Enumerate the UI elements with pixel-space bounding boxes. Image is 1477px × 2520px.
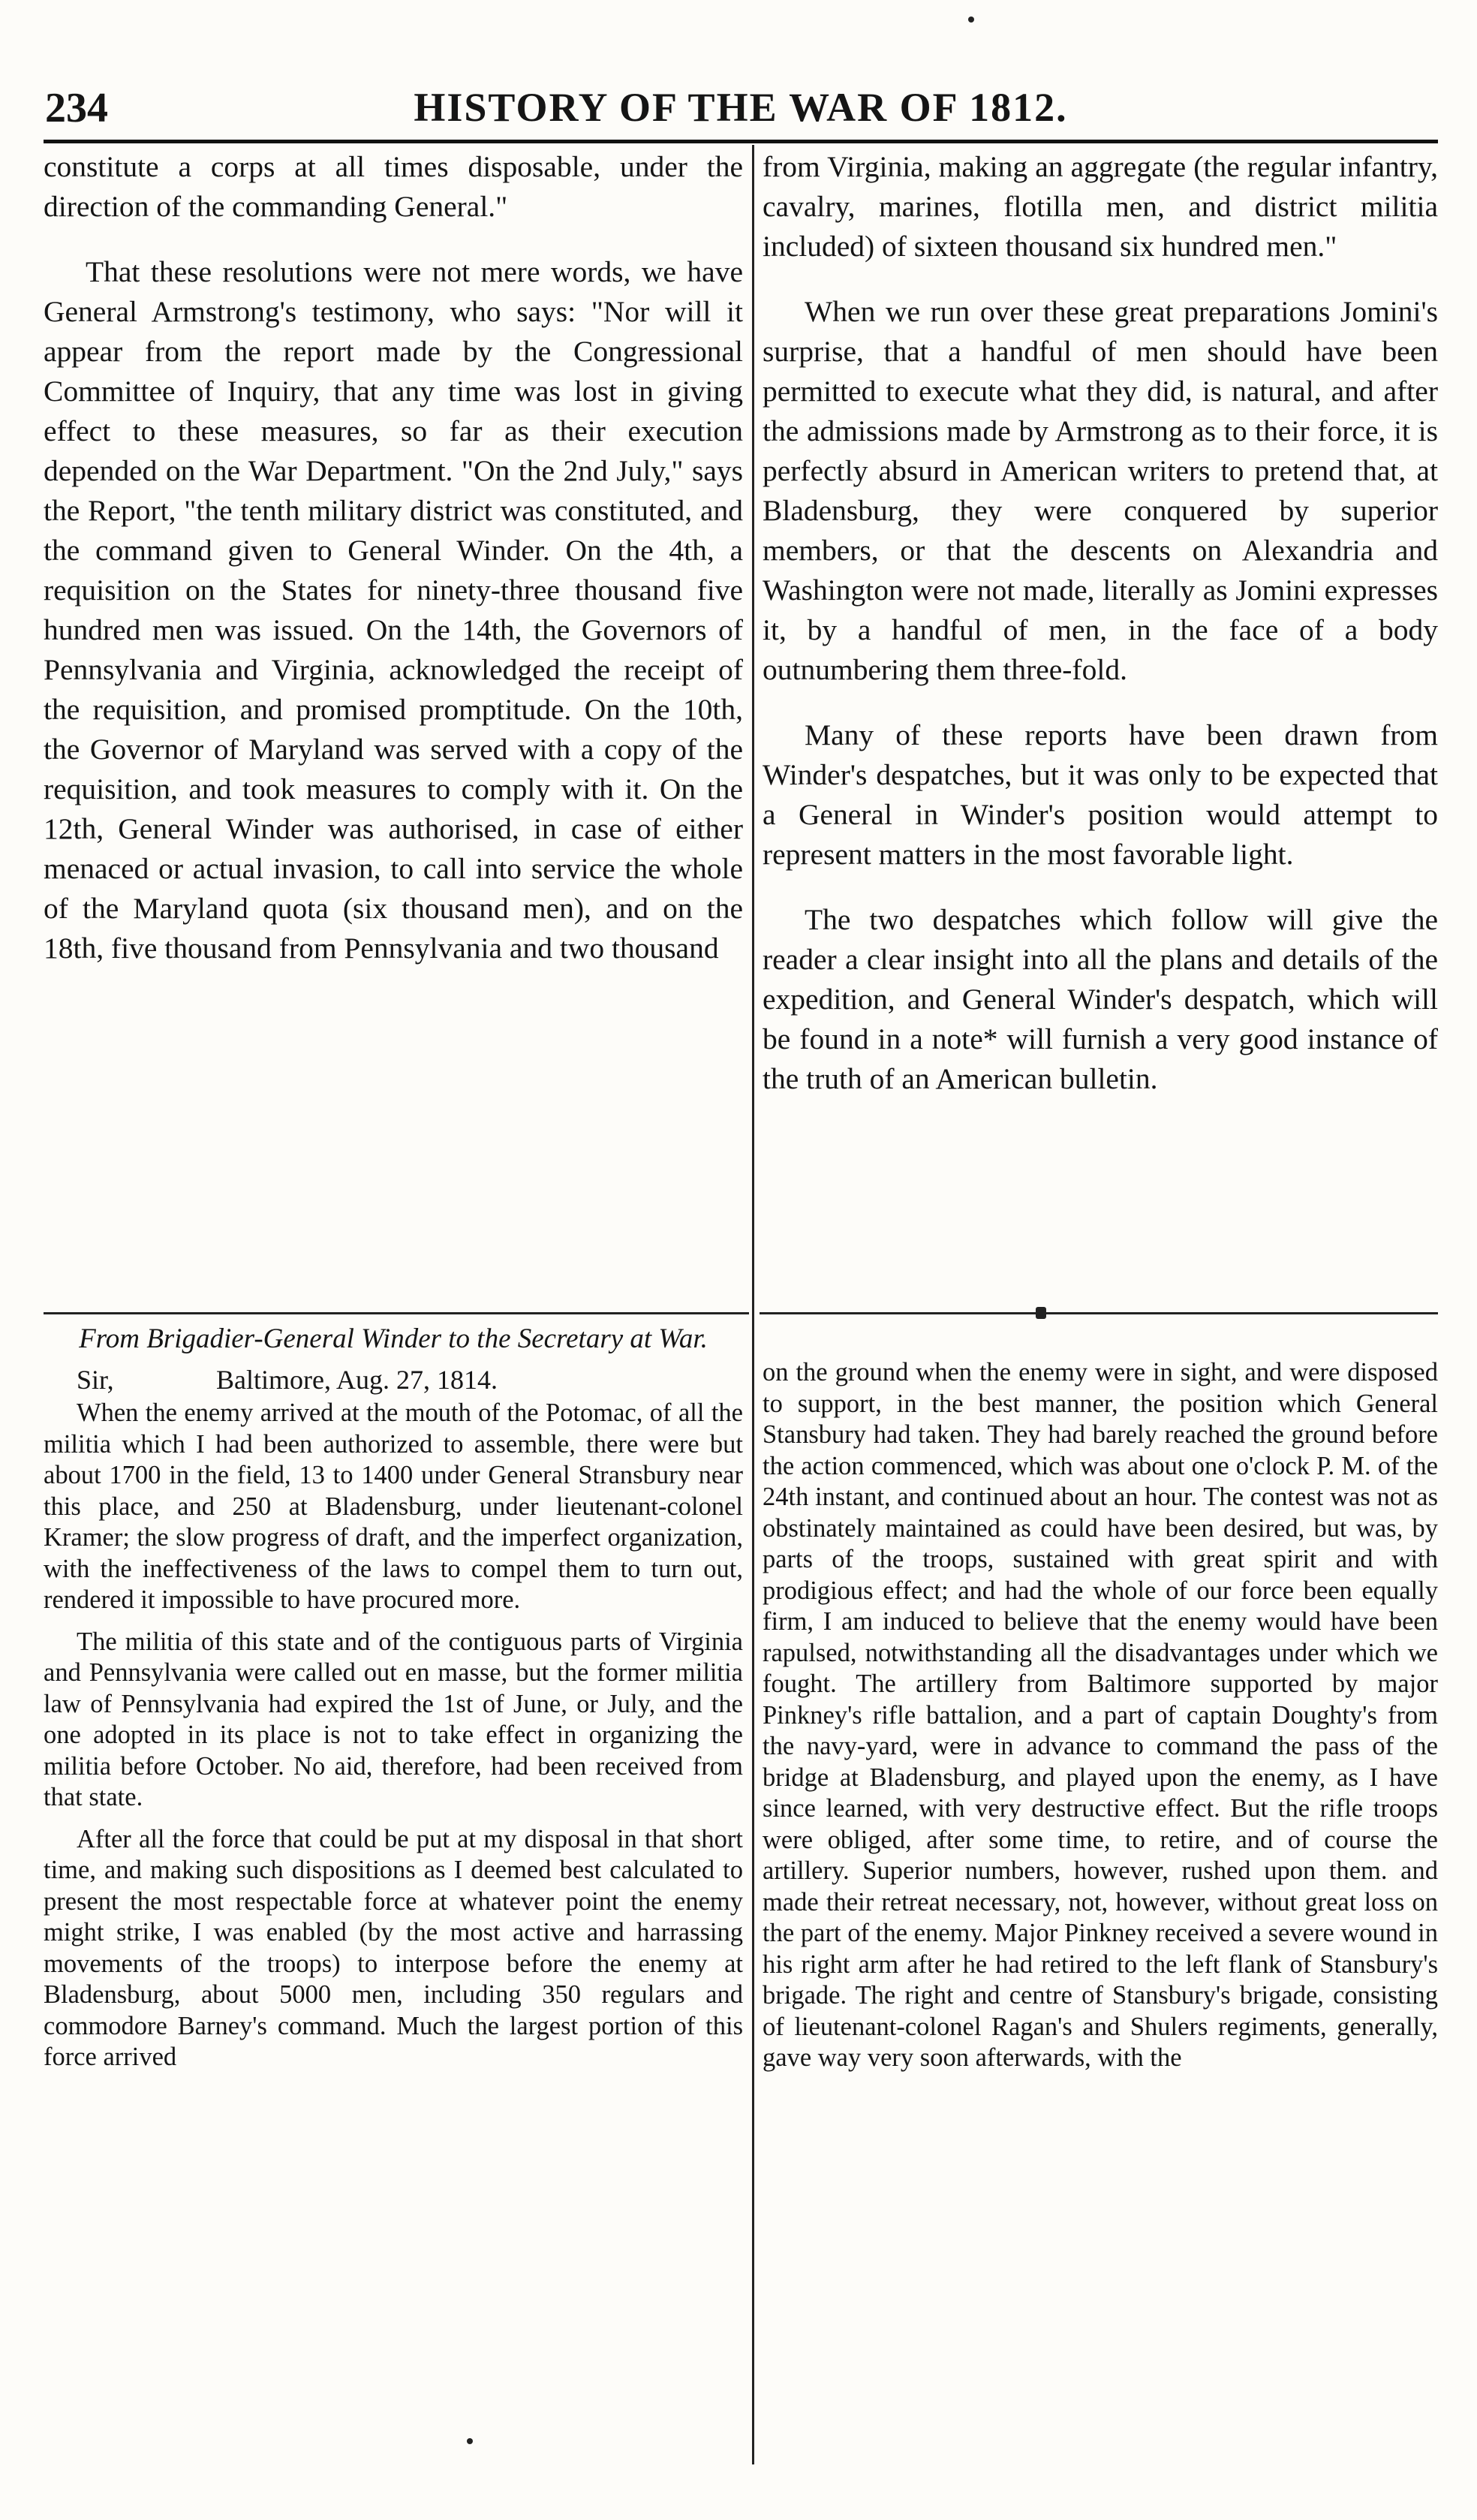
paragraph: on the ground when the enemy were in sight, and were disposed to support, in the best manner, the position which General Stansbury had taken. They had barely reached the ground before the action commenced, which was about one o'clock P. M. of the 24th instant, and continued about an hour. The contest was not as obstinately maintained as could have been desired, but was, by parts of the troops, sustained with great spirit and with prodigious effect; and had the whole of our force been equally firm, I am induced to believe that the enemy would have been rapulsed, notwithstanding all the disadvantages under which we fought. The artillery from Baltimore supported by major Pinkney's rifle battalion, and a part of captain Doughty's from the navy-yard, were in advance to command the pass of the bridge at Bladensburg, and played upon the enemy, as I have since learned, with very destructive effect. But the rifle troops were obliged, after some time, to retire, and of course the artillery. Superior numbers, however, rushed upon them. and made their retreat necessary, not, however, without great loss on the part of the enemy. Major Pinkney received a severe wound in his right arm after he had retired to the left flank of Stansbury's brigade. The right and centre of Stansbury's brigade, consisting of lieutenant-colonel Ragan's and Shulers regiments, generally, gave way very soon afterwards, with the (763, 1358, 1438, 2072)
running-title: HISTORY OF THE WAR OF 1812. (414, 85, 1068, 130)
letter-right-column (763, 1357, 1438, 2446)
page-number: 234 (45, 85, 108, 131)
paragraph: The two despatches which follow will give the reader a clear insight into all the plans and details of the expedition, and General Winder's despatch, which will be found in a note* will furnish a very good instance of the truth of an American bulletin. (763, 903, 1438, 1095)
letter-left-column (44, 1323, 743, 2441)
paragraph: When we run over these great preparations Jomini's surprise, that a handful of men should have been permitted to execute what they did, is natural, and after the admissions made by Armstrong as to their force, it is perfectly absurd in American writers to pretend that, at Bladensburg, they were conquered by superior members, or that the descents on Alexandria and Washington were not made, literally as Jomini expresses it, by a handful of men, in the face of a body outnumbering them three-fold. (763, 295, 1438, 686)
top-speck (968, 17, 974, 23)
header-rule (44, 140, 1438, 143)
section-rule-left (44, 1312, 749, 1314)
letter-date: Baltimore, Aug. 27, 1814. (216, 1365, 498, 1395)
paragraph: constitute a corps at all times disposable, under the direction of the commanding General." (44, 150, 743, 223)
right-column-upper (763, 147, 1438, 1303)
bottom-speck (467, 2438, 473, 2444)
salutation-line (44, 1363, 743, 1396)
section-rule-right (760, 1312, 1438, 1314)
rule-ornament (1036, 1307, 1046, 1319)
paragraph: When the enemy arrived at the mouth of the Potomac, of all the militia which I had been authorized to assemble, there were but about 1700 in the field, 13 to 1400 under General Stransbury near this place, and 250 at Bladensburg, under lieutenant-colonel Kramer; the slow progress of draft, and the imperfect organization, with the ineffectiveness of the laws to compel them to turn out, rendered it impossible to have procured more. (44, 1398, 743, 1614)
page-header (44, 81, 1438, 134)
left-column-upper (44, 147, 743, 1303)
paragraph: Many of these reports have been drawn from Winder's despatches, but it was only to be expected that a General in Winder's position would attempt to represent matters in the most favorable light. (763, 718, 1438, 871)
column-divider (752, 145, 754, 2464)
paragraph: The militia of this state and of the contiguous parts of Virginia and Pennsylvania were called out en masse, but the former militia law of Pennsylvania had expired the 1st of June, or July, and the one adopted in its place is not to take effect in organizing the militia before October. No aid, therefore, had been received from that state. (44, 1627, 743, 1811)
letter-heading: From Brigadier-General Winder to the Secretary at War. (79, 1323, 708, 1354)
paragraph: from Virginia, making an aggregate (the regular infantry, cavalry, marines, flotilla men, and district militia included) of sixteen thousand six hundred men." (763, 150, 1438, 263)
salutation: Sir, (77, 1365, 114, 1395)
paragraph: After all the force that could be put at my disposal in that short time, and making such dispositions as I deemed best calculated to present the most respectable force at whatever point the enemy might strike, I was enabled (by the most active and harrassing movements of the troops) to interpose before the enemy at Bladensburg, about 5000 men, including 350 regulars and commodore Barney's command. Much the largest portion of this force arrived (44, 1824, 743, 2071)
paragraph: That these resolutions were not mere words, we have General Armstrong's testimony, who says: "Nor will it appear from the report made by the Congressional Committee of Inquiry, that any time was lost in giving effect to these measures, so far as their execution depended on the War Department. "On the 2nd July," says the Report, "the tenth military district was constituted, and the command given to General Winder. On the 4th, a requisition on the States for ninety-three thousand five hundred men was issued. On the 14th, the Governors of Pennsylvania and Virginia, acknowledged the receipt of the requisition, and promised promptitude. On the 10th, the Governor of Maryland was served with a copy of the requisition, and took measures to comply with it. On the 12th, General Winder was authorised, in case of either menaced or actual invasion, to call into service the whole of the Maryland quota (six thousand men), and on the 18th, five thousand from Pennsylvania and two thousand (44, 255, 743, 965)
